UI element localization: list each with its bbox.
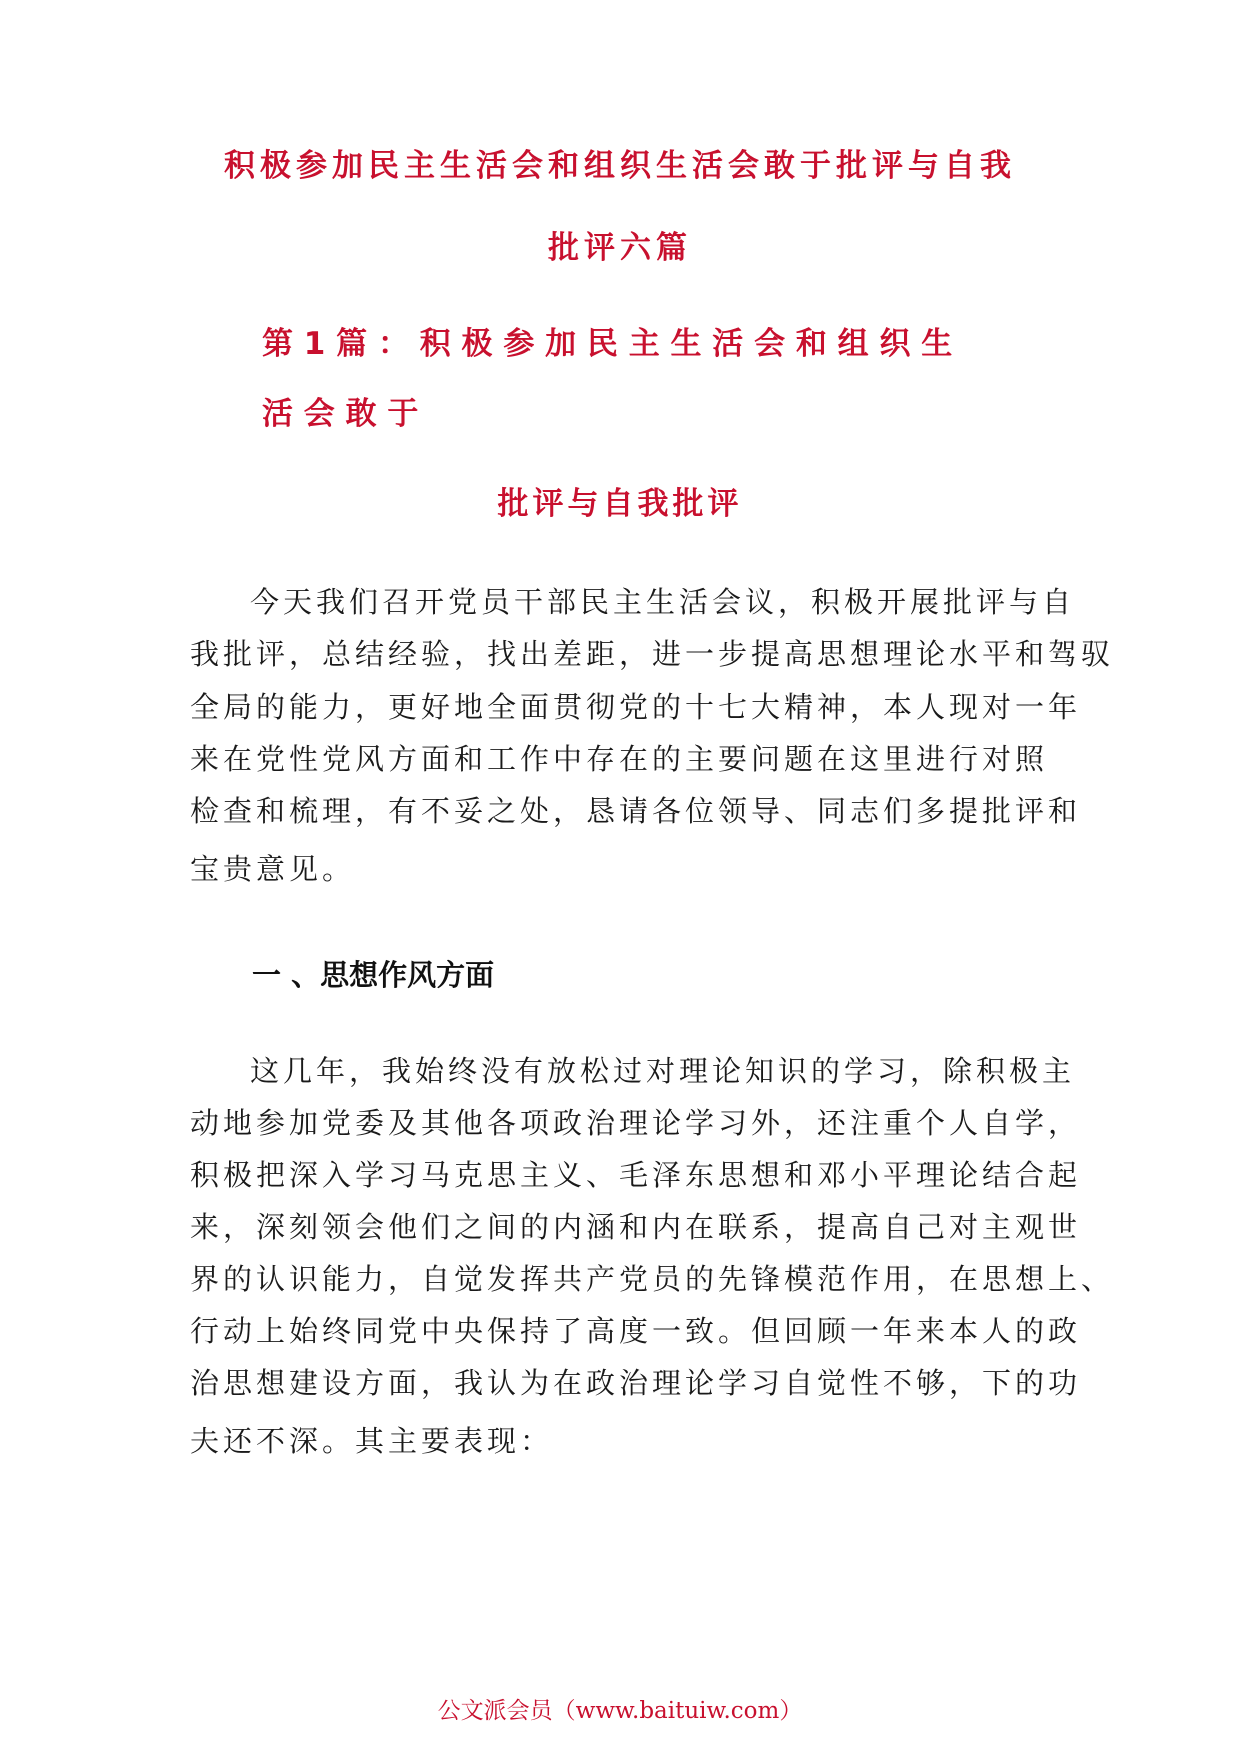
section-1-line: 积极把深入学习马克思主义、毛泽东思想和邓小平理论结合起 xyxy=(190,1158,1082,1192)
section-1-line: 界的认识能力，自觉发挥共产党员的先锋模范作用，在思想上、 xyxy=(190,1262,1115,1296)
section-1-line: 行动上始终同党中央保持了高度一致。但回顾一年来本人的政 xyxy=(190,1314,1082,1348)
section-1-heading: 一 、思想作风方面 xyxy=(252,958,495,992)
document-title-line-1: 积极参加民主生活会和组织生活会敢于批评与自我 xyxy=(224,148,1016,184)
article-title-line-3: 批评与自我批评 xyxy=(497,486,743,522)
article-title-line-1: 第 1 篇 ： 积 极 参 加 民 主 生 活 会 和 组 织 生 xyxy=(262,326,953,362)
intro-line: 来在党性党风方面和工作中存在的主要问题在这里进行对照 xyxy=(190,742,1049,776)
section-1-line: 来，深刻领会他们之间的内涵和内在联系，提高自己对主观世 xyxy=(190,1210,1082,1244)
section-1-line: 这几年，我始终没有放松过对理论知识的学习，除积极主 xyxy=(250,1054,1076,1088)
intro-line: 我批评，总结经验，找出差距，进一步提高思想理论水平和驾驭 xyxy=(190,637,1115,671)
section-1-line: 动地参加党委及其他各项政治理论学习外，还注重个人自学， xyxy=(190,1106,1082,1140)
intro-line: 宝贵意见。 xyxy=(190,852,356,886)
section-1-line: 治思想建设方面，我认为在政治理论学习自觉性不够，下的功 xyxy=(190,1366,1082,1400)
intro-line: 全局的能力，更好地全面贯彻党的十七大精神，本人现对一年 xyxy=(190,690,1082,724)
document-title-line-2: 批评六篇 xyxy=(548,230,692,266)
intro-line: 今天我们召开党员干部民主生活会议，积极开展批评与自 xyxy=(250,585,1076,619)
footer-watermark-text: 公文派会员（www.baituiw.com） xyxy=(437,1698,803,1724)
article-title-line-2: 活 会 敢 于 xyxy=(262,396,419,432)
intro-line: 检查和梳理，有不妥之处，恳请各位领导、同志们多提批评和 xyxy=(190,794,1082,828)
section-1-line: 夫还不深。其主要表现： xyxy=(190,1424,554,1458)
